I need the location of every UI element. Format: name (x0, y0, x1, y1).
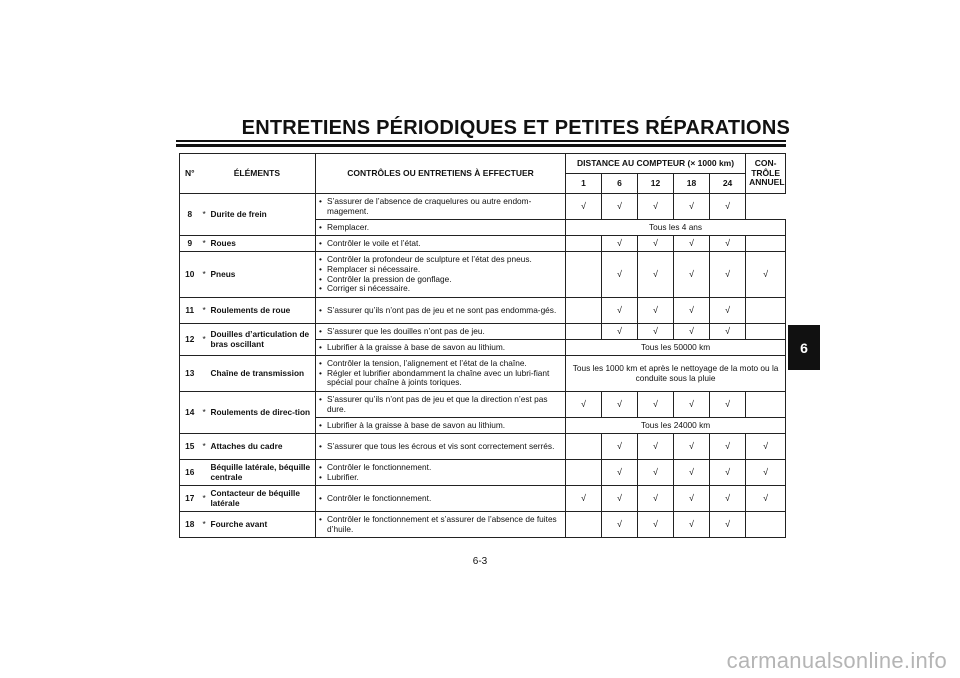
check-mark: √ (566, 392, 602, 418)
star-mark: * (200, 512, 208, 538)
row-number: 16 (180, 460, 200, 486)
check-mark: √ (602, 512, 638, 538)
check-item: • Remplacer si nécessaire. (319, 265, 562, 275)
check-mark: √ (602, 298, 638, 324)
check-mark: √ (674, 298, 710, 324)
table-row (180, 194, 786, 220)
table-row (180, 434, 786, 460)
check-item: • Lubrifier à la graisse à base de savon au lithium. (319, 343, 562, 353)
star-mark: * (200, 252, 208, 298)
check-mark: √ (602, 460, 638, 486)
table-row (180, 252, 786, 298)
row-number: 14 (180, 392, 200, 434)
element-name: Roulements de direc-tion (208, 392, 316, 434)
element-name: Durite de frein (208, 194, 316, 236)
check-description (316, 356, 566, 392)
element-name: Attaches du cadre (208, 434, 316, 460)
check-mark: √ (602, 252, 638, 298)
table-row (180, 324, 786, 340)
check-mark: √ (710, 194, 746, 220)
row-number: 12 (180, 324, 200, 356)
empty-cell (566, 236, 602, 252)
check-mark: √ (638, 392, 674, 418)
header-num: N° (185, 167, 195, 178)
row-number: 8 (180, 194, 200, 236)
check-description (316, 434, 566, 460)
check-description (316, 324, 566, 340)
check-item: • Contrôler la tension, l’alignement et l’état de la chaîne. (319, 359, 562, 369)
interval-note: Tous les 24000 km (566, 418, 786, 434)
check-mark: √ (746, 460, 786, 486)
row-number: 13 (180, 356, 200, 392)
check-mark: √ (674, 460, 710, 486)
table-row (180, 486, 786, 512)
check-mark: √ (602, 486, 638, 512)
check-mark: √ (674, 392, 710, 418)
check-description (316, 236, 566, 252)
check-mark: √ (638, 512, 674, 538)
check-mark: √ (710, 298, 746, 324)
check-description (316, 340, 566, 356)
check-mark: √ (674, 236, 710, 252)
empty-cell (566, 434, 602, 460)
header-km-12: 12 (638, 174, 674, 194)
check-description (316, 298, 566, 324)
check-item: • Contrôler le fonctionnement. (319, 494, 562, 504)
empty-cell (566, 512, 602, 538)
check-mark: √ (710, 392, 746, 418)
star-mark: * (200, 236, 208, 252)
interval-note: Tous les 1000 km et après le nettoyage de la moto ou la conduite sous la pluie (566, 356, 786, 392)
check-description (316, 220, 566, 236)
check-mark: √ (602, 236, 638, 252)
section-tab: 6 (788, 325, 820, 370)
page-title: ENTRETIENS PÉRIODIQUES ET PETITES RÉPARATIONS (241, 117, 790, 139)
check-mark: √ (638, 236, 674, 252)
element-name: Béquille latérale, béquille centrale (208, 460, 316, 486)
check-description (316, 194, 566, 220)
check-mark: √ (638, 194, 674, 220)
empty-cell (200, 356, 208, 392)
check-item: • Lubrifier à la graisse à base de savon au lithium. (319, 421, 562, 431)
check-description (316, 512, 566, 538)
star-mark: * (200, 434, 208, 460)
header-km-18: 18 (674, 174, 710, 194)
row-number: 9 (180, 236, 200, 252)
page-number: 6-3 (472, 556, 488, 567)
star-mark: * (200, 392, 208, 434)
table-row (180, 512, 786, 538)
check-mark: √ (746, 434, 786, 460)
empty-cell (566, 298, 602, 324)
check-item: • Corriger si nécessaire. (319, 284, 562, 294)
row-number: 10 (180, 252, 200, 298)
watermark-text[interactable]: carmanualsonline.info (726, 648, 947, 673)
interval-note: Tous les 50000 km (566, 340, 786, 356)
check-item: • Contrôler le fonctionnement. (319, 463, 562, 473)
check-mark: √ (746, 486, 786, 512)
check-mark: √ (638, 486, 674, 512)
check-mark: √ (674, 252, 710, 298)
empty-cell (566, 252, 602, 298)
empty-cell (200, 460, 208, 486)
header-checks: CONTRÔLES OU ENTRETIENS À EFFECTUER (316, 154, 566, 194)
title-rule-thin (176, 140, 786, 142)
check-mark: √ (674, 324, 710, 340)
element-name: Chaîne de transmission (208, 356, 316, 392)
check-mark: √ (710, 324, 746, 340)
table-row (180, 392, 786, 418)
header-km-6: 6 (602, 174, 638, 194)
empty-cell (746, 324, 786, 340)
check-item: • Contrôler le fonctionnement et s’assurer de l’absence de fuites d’huile. (319, 515, 562, 534)
header-annual: CON- TRÔLE ANNUEL (746, 154, 786, 194)
check-mark: √ (602, 434, 638, 460)
star-mark: * (200, 194, 208, 236)
empty-cell (566, 460, 602, 486)
check-item: • S’assurer que tous les écrous et vis sont correctement serrés. (319, 442, 562, 452)
empty-cell (566, 324, 602, 340)
table-row (180, 460, 786, 486)
check-item: • Lubrifier. (319, 473, 562, 483)
check-mark: √ (710, 486, 746, 512)
check-mark: √ (674, 486, 710, 512)
check-mark: √ (638, 434, 674, 460)
check-mark: √ (602, 392, 638, 418)
empty-cell (746, 236, 786, 252)
check-mark: √ (710, 460, 746, 486)
element-name: Roues (208, 236, 316, 252)
empty-cell (746, 512, 786, 538)
maintenance-table (179, 153, 786, 538)
element-name: Douilles d’articulation de bras oscillant (208, 324, 316, 356)
check-description (316, 486, 566, 512)
star-mark: * (200, 298, 208, 324)
star-mark: * (200, 486, 208, 512)
row-number: 11 (180, 298, 200, 324)
element-name: Contacteur de béquille latérale (208, 486, 316, 512)
check-mark: √ (638, 252, 674, 298)
check-item: • Régler et lubrifier abondamment la chaîne avec un lubri-fiant spécial pour chaîne à joints toriques. (319, 369, 562, 388)
element-name: Fourche avant (208, 512, 316, 538)
check-mark: √ (602, 194, 638, 220)
check-mark: √ (746, 252, 786, 298)
table-row (180, 356, 786, 392)
check-mark: √ (638, 324, 674, 340)
interval-note: Tous les 4 ans (566, 220, 786, 236)
header-km-1: 1 (566, 174, 602, 194)
check-mark: √ (674, 512, 710, 538)
header-km-24: 24 (710, 174, 746, 194)
check-mark: √ (710, 434, 746, 460)
header-elements: ÉLÉMENTS (233, 167, 281, 178)
empty-cell (746, 298, 786, 324)
check-item: • Remplacer. (319, 223, 562, 233)
check-item: • S’assurer de l’absence de craquelures ou autre endom-magement. (319, 197, 562, 216)
table-row (180, 298, 786, 324)
check-description (316, 418, 566, 434)
check-mark: √ (674, 194, 710, 220)
title-rule-thick (176, 144, 786, 147)
check-item: • Contrôler la profondeur de sculpture et l’état des pneus. (319, 255, 562, 265)
check-item: • S’assurer que les douilles n’ont pas de jeu. (319, 327, 562, 337)
check-item: • Contrôler le voile et l’état. (319, 239, 562, 249)
check-mark: √ (638, 298, 674, 324)
row-number: 17 (180, 486, 200, 512)
row-number: 15 (180, 434, 200, 460)
empty-cell (746, 392, 786, 418)
check-item: • S’assurer qu’ils n’ont pas de jeu et que la direction n’est pas dure. (319, 395, 562, 414)
header-num-elements (180, 154, 316, 194)
check-mark: √ (710, 512, 746, 538)
row-number: 18 (180, 512, 200, 538)
table-row (180, 236, 786, 252)
element-name: Pneus (208, 252, 316, 298)
check-mark: √ (674, 434, 710, 460)
check-description (316, 460, 566, 486)
check-description (316, 252, 566, 298)
check-mark: √ (602, 324, 638, 340)
star-mark: * (200, 324, 208, 356)
check-mark: √ (638, 460, 674, 486)
check-item: • S’assurer qu’ils n’ont pas de jeu et ne sont pas endomma-gés. (319, 306, 562, 316)
check-mark: √ (566, 194, 602, 220)
check-description (316, 392, 566, 418)
element-name: Roulements de roue (208, 298, 316, 324)
check-mark: √ (710, 236, 746, 252)
check-mark: √ (566, 486, 602, 512)
check-mark: √ (710, 252, 746, 298)
header-distance: DISTANCE AU COMPTEUR (× 1000 km) (566, 154, 746, 174)
check-item: • Contrôler la pression de gonflage. (319, 275, 562, 285)
